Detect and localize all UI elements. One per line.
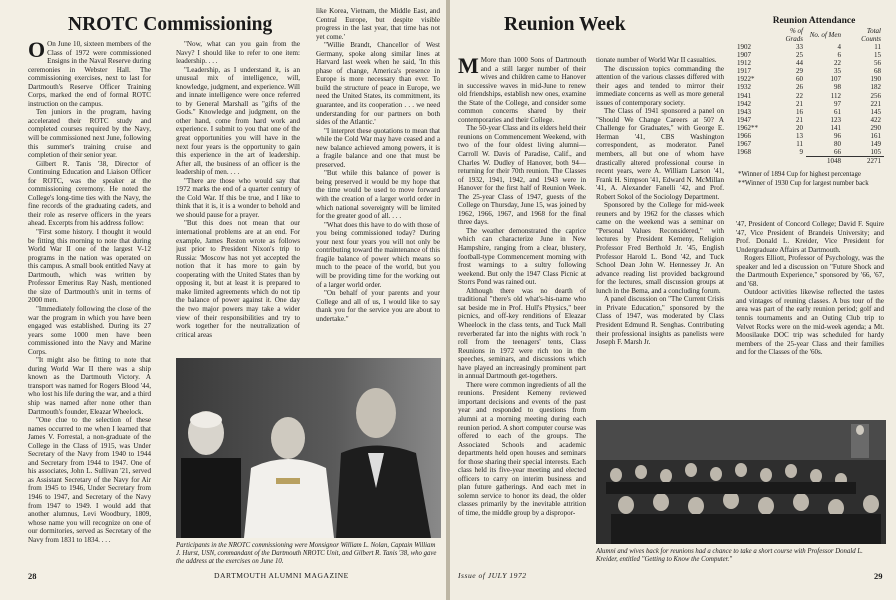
total-cell: 182 [870,83,881,92]
header-year [734,28,768,43]
header-percent-grads: % of Grads [785,27,803,43]
paragraph: '47, President of Concord College; David F. Squire '47, Vice President of Brandeis University; and Prof. Donald L. Kreider, Vice President for Undergraduate Affairs at Dartmouth. [736,220,884,254]
paragraph: Outdoor activities likewise reflected the tastes and vintages of reuning classes. A bus tour of the area was part of the early reunion period; golf and tennis tournaments and an Outing Club trip to Velvet Rocks were on the mid-week agenda; a Mt. Moosilauke DOC trip was scheduled for hardy members of the 25-year Class and their families and for the Classes of the '60s. [736,288,884,357]
total-cell: 221 [870,99,881,108]
year-cell: 1912 [737,59,751,68]
attendance-row [734,148,884,157]
total-cell: 56 [874,59,881,68]
total-cell: 149 [870,140,881,149]
paragraph: tionate number of World War II casualties. [596,56,717,64]
men-cell: 123 [830,115,841,124]
year-cell: 1941 [737,91,751,100]
men-cell: 66 [834,148,841,157]
percent-cell: 20 [796,123,803,132]
paragraph: "One clue to the selection of these names occurred to me when I learned that James V. Forrestal, a non-graduate of the College in the Class of 1915, was Under Secretary of the Navy from 1940 to 1944 and Secretary from 1944 to 1947. One of his associates, John L. Sullivan '21, served as Assistant Secretary of the Navy for Air from 1945 to 1946, Under Secretary from 1946 to 1947, and Secretary of the Navy from 1947 to 1949. I would add that another alumnus, Levi Woodbury, 1809, whose name you will recognize on one of our dormitories, served as Secretary of the Navy from 1831 to 1834. . . . [28,416,151,544]
footnote-1894-cup: *Winner of 1894 Cup for highest percentage [738,171,861,179]
left-column-3 [316,7,440,352]
year-cell: 1907 [737,51,751,60]
nrotc-photo-caption: Participants in the NROTC commissioning were Monsignor William L. Nolan, Captain William J. Hurst, USN, commandant of the Dartmouth NROTC Unit, and Gilbert R. Tanis '38, who gave the address at the exercises on June 10. [176,542,437,566]
percent-cell: 25 [796,51,803,60]
men-cell: 80 [834,140,841,149]
paragraph: Gilbert R. Tanis '38, Director of Continuing Education and Liaison Officer for ROTC, was the speaker at the commissioning ceremony. He noted the College's long-time ties with the Navy, the fine records of the graduating cadets, and their role as reserve officers in the years ahead. Excerpts from his address follow: [28,159,151,228]
men-cell: 35 [834,67,841,76]
paragraph: Although there was no dearth of traditional "there's old what's-his-name who sat beside me in Prof. Hull's Physics," beer picnics, and off-key renditions of Eleazar Wheelock in the class tents, and Tuck Mall reverberated far into the nights with rock 'n roll from the teenagers' tents, Class Reunions in 1972 were rich too in the speeches, seminars, and discussions which have played an increasingly prominent part in annual Dartmouth get-togethers. [458,286,586,381]
drop-cap: M [458,56,479,78]
total-cell: 15 [874,51,881,60]
attendance-row [734,59,884,67]
year-cell: 1917 [737,67,751,76]
attendance-row [734,108,884,116]
men-cell: 107 [830,75,841,84]
year-cell: 1966 [737,132,751,141]
drop-cap: O [28,40,46,62]
total-cell: 68 [874,67,881,76]
total-cell: 290 [870,123,881,132]
percent-cell: 21 [796,115,803,124]
paragraph: The weather demonstrated the caprice which can characterize June in New Hampshire, ranging from a clear, blustery, football-type Commencement morning with frost warnings to a sultry following weekend. But only the 1947 Class Picnic at Storrs Pond was rained out. [458,226,586,287]
attendance-row [734,51,884,59]
footnote-1930-cup: **Winner of 1930 Cup for largest number back [738,179,869,187]
men-cell: 112 [830,91,841,100]
attendance-row [734,100,884,108]
page-number-28: 28 [28,571,37,581]
percent-cell: 60 [796,75,803,84]
nrotc-title: NROTC Commissioning [68,14,273,35]
right-column-2 [596,56,724,428]
paragraph: "It might also be fitting to note that during World War II there was a ship known as the Dartmouth Victory. A transport was named for Rogers Blood '44, who lost his life during the war, and a third ship was named after none other than Dartmouth's founder, Eleazar Wheelock. [28,356,151,416]
paragraph: "First some history. I thought it would be fitting this morning to note that during World War II one of the largest V-12 programs in the nation was operated on this campus. A small book entitled Navy at Dartmouth, which was written by Professor Emeritus Ray Nash, mentioned the size of Dartmouth's unit in terms of 2000 men. [28,228,151,305]
attendance-row [734,43,884,51]
nrotc-photo [176,358,441,538]
magazine-name-footer: DARTMOUTH ALUMNI MAGAZINE [214,571,349,580]
attendance-row [734,83,884,91]
year-cell: 1902 [737,43,751,51]
reunion-photo-caption: Alumni and wives back for reunions had a chance to take a short course with Professor Donald L. Kreider, entitled "Getting to Know the Computer." [596,548,863,564]
page-number-29: 29 [874,571,883,581]
right-column-1 [458,56,586,566]
issue-footer: Issue of JULY 1972 [458,571,527,580]
percent-cell: 26 [796,83,803,92]
paragraph: "On behalf of your parents and your College and all of us, I would like to say thank you for the service you are about to undertake." [316,289,440,323]
header-total-counts: Total Counts [861,27,881,43]
year-cell: 1922* [737,75,755,84]
total-cell: 11 [874,43,881,51]
paragraph: "But while this balance of power is being preserved it would be my hope that the time would be used to move forward with the creation of a larger world order in which national sovereignty will be limited for the greater good of all. . . . [316,169,440,221]
attendance-table [734,28,884,165]
attendance-title: Reunion Attendance [772,16,856,26]
percent-cell: 21 [796,99,803,108]
men-cell: 4 [837,43,841,51]
reunion-week-title: Reunion Week [504,14,626,35]
paragraph: "Leadership, as I understand it, is an unusual mix of intelligence, will, knowledge, judgment, and experience. Will and innate intelligence were once referred to by General Marshall as "gifts of the Gods." Knowledge and judgment, on the other hand, come from hard work and experience. I submit to you that one of the great opportunities you will have in the next four years is the opportunity to gain this experience in the art of leadership. After all, the business of an officer is the leadership of men. . . . [176,65,300,177]
attendance-row [734,75,884,83]
reunion-photo [596,420,886,544]
year-cell: 1968 [737,148,751,157]
header-number-men: No. of Men [809,30,841,39]
paragraph: "Willie Brandt, Chancellor of West Germany, spoke along similar lines at Harvard last week when he said, 'In this phase of change, America's presence in Europe is more necessary than ever. To build the structure of peace in Europe, we need the United States, its commitment, its guarantee, and its cooperation . . . we need understanding for our partners on both sides of the Atlantic.' [316,41,440,127]
men-cell: 6 [837,51,841,60]
total-men: 1048 [806,157,844,166]
paragraph [28,40,151,108]
total-count: 2271 [844,157,884,166]
paragraph: A panel discussion on "The Current Crisis in Private Education," sponsored by the Class of 1947, was moderated by Class President Edmund R. Senghas. Contributing their professional insights as panelists were Joseph F. Marsh Jr. [596,295,724,347]
attendance-row [734,92,884,100]
paragraph-text: On June 10, sixteen members of the Class of 1972 were commissioned Ensigns in the Naval Reserve during ceremonies in Webster Hall. The commissioning exercises, next to last for Dartmouth's Reserve Officer Training Corps, marked the end of formal ROTC instruction on the campus. [28,40,151,108]
year-cell: 1942 [737,99,751,108]
paragraph: like Korea, Vietnam, the Middle East, and Central Europe, but despite visible progress in the last year, that time has not yet come.' [316,7,440,41]
attendance-row [734,124,884,132]
percent-cell: 29 [796,67,803,76]
left-column-1 [28,40,151,566]
men-cell: 22 [834,59,841,68]
men-cell: 96 [834,132,841,141]
paragraph: "Immediately following the close of the war the program in which you have been engaged was established. During its 27 years some 1000 men have been commissioned into the Navy and Marine Corps. [28,304,151,356]
percent-cell: 13 [796,132,803,141]
year-cell: 1962** [737,123,758,132]
men-cell: 61 [834,107,841,116]
total-cell: 105 [870,148,881,157]
paragraph: "There are those who would say that 1972 marks the end of a quarter century of the Cold War. If this be true, and I like to think that it is, it is a wonder to behold and we should pause for a prayer. [176,176,300,219]
total-cell: 161 [870,132,881,141]
year-cell: 1932 [737,83,751,92]
men-cell: 141 [830,123,841,132]
paragraph: Sponsored by the College for mid-week reuners and by 1962 for the classes which came on the weekend was a seminar on "Personal Values Reconsidered," with lectures by President Kemeny, Religion Professor Fred Berthold Jr. '45, English Professor Harold L. Bond '42, and Tuck School Dean John W. Hennessey Jr. An advance reading list provided background for the lectures, small discussion groups at lunch in the Bema, and a concluding forum. [596,201,724,295]
paragraph: "What does this have to do with those of you being commissioned today? During your next four years you will not only be contributing toward the maintenance of this fragile balance of power which means so much to the peace of the world, but you will be providing time for the working out of a larger world order. [316,220,440,289]
year-cell: 1943 [737,107,751,116]
percent-cell: 22 [796,91,803,100]
attendance-row [734,116,884,124]
reunion-attendance [734,16,894,188]
paragraph: The Class of 1941 sponsored a panel on "Should We Change Careers at 50? A Challenge for Graduates," with George E. Herman '41, CBS Washington correspondent, as moderator. Panel members, all but one of whom have drastically altered professional course in recent years, were A. William Larson '41, Frank H. Simpson '41, Edward N. McMillan '41, A. Alexander Fanelli '42, and Prof. Robert Sokol of the Sociology Department. [596,107,724,201]
percent-cell: 9 [799,148,803,157]
total-cell: 145 [870,107,881,116]
nrotc-photo-illustration [176,358,441,538]
year-cell: 1967 [737,140,751,149]
percent-cell: 11 [796,140,803,149]
men-cell: 97 [834,99,841,108]
paragraph: "I interpret these quotations to mean that while the Cold War may have ceased and a new balance achieved among powers, it is a fragile balance and one that must be preserved. [316,126,440,169]
men-cell: 98 [834,83,841,92]
percent-cell: 33 [796,43,803,51]
attendance-row [734,140,884,148]
paragraph: Ten juniors in the program, having accelerated their ROTC study and completed courses required by the Navy, will be commissioned next June, following this summer's training cruise and completion of their senior year. [28,108,151,160]
percent-cell: 44 [796,59,803,68]
right-page [450,0,896,600]
total-cell: 190 [870,75,881,84]
year-cell: 1947 [737,115,751,124]
paragraph-text: More than 1000 Sons of Dartmouth and a still larger number of their wives and children came to Hanover in successive waves in mid-June to renew old friendships, establish new ones, examine the State of the College, and consider some common concerns shared by their contemporaries and their College. [458,56,586,124]
paragraph: There were common ingredients of all the reunions. President Kemeny reviewed important decisions and events of the past year and responded to questions from alumni at a morning meeting during each reunion period. A short computer course was offered to each of the groups. The Associated Schools and academic departments held open houses and seminars for those sharing their special interests. Each class held its five-year meeting and elected officers to carry on interim business and plan future gatherings. And each met in solemn service to honor its dead, the older classes primarily by the inevitable attrition of time, the middle group by a dispropor- [458,380,586,517]
paragraph: The 50-year Class and its elders held their reunions on Commencement Weekend, with two of the four oldest living alumni—Carroll W. Davis of Paradise, Calif., and Charles W. Dudley of Hanover, both 94—returning for their 70th reunion. The Classes of 1932, 1941, 1942, and 1943 were in Hanover for the first half of Reunion Week. The 25-year Class of 1947, guests of the College on Thursday, June 15, was joined by 1962, 1966, 1967, and 1968 for the final three days. [458,124,586,227]
total-cell: 422 [870,115,881,124]
attendance-header-row [734,28,884,43]
total-cell: 256 [870,91,881,100]
paragraph [458,56,586,124]
attendance-row [734,67,884,75]
attendance-row [734,132,884,140]
attendance-total-row [734,157,884,166]
paragraph: "Now, what can you gain from the Navy? I should like to refer to one item: leadership. . . . [176,40,300,66]
paragraph: "But this does not mean that our international problems are at an end. For example, James Reston wrote as follows just prior to President Nixon's trip to Russia: 'Moscow has not yet accepted the notion that it has more to gain by cooperating with the United States than by opposing it, but at least it is prepared to make limited agreements which do not tip the balance of power against it. One day the two major powers may take a wider view of their responsibilities and try to work together for the neutralization of critical areas [176,219,300,339]
reunion-photo-illustration [596,420,886,544]
paragraph: The discussion topics commanding the attention of the various classes differed with their ages and tended to mirror their immediate concerns as well as more general issues of contemporary society. [596,64,724,107]
attendance-body [734,43,884,157]
right-column-3 [736,220,884,430]
left-page [0,0,446,600]
left-column-2 [176,40,300,352]
percent-cell: 16 [796,107,803,116]
paragraph: Rogers Elliott, Professor of Psychology, was the speaker and led a discussion on "Future Shock and the Dartmouth Experience," sponsored by '66, '67, and '68. [736,254,884,288]
